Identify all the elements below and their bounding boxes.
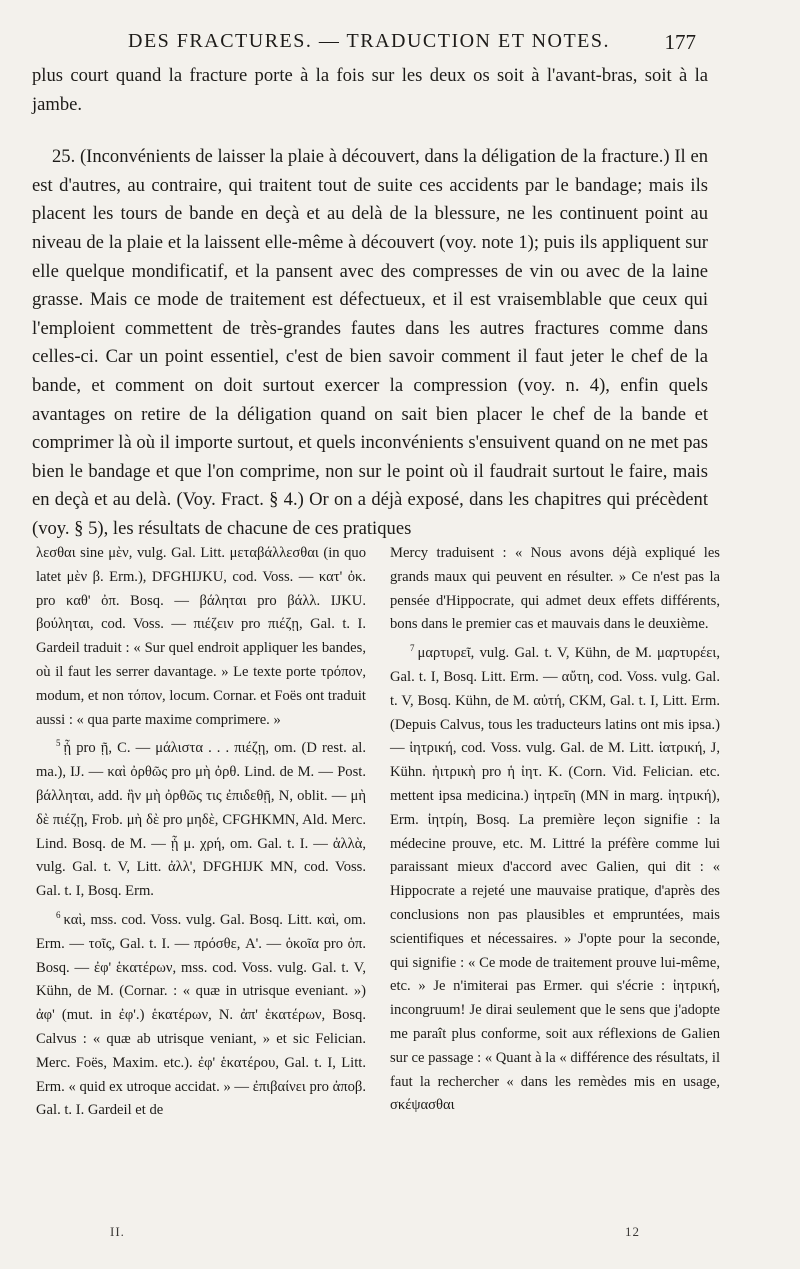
footnotes-right-column (390, 542, 720, 1118)
footnote-marker: 6 (56, 909, 61, 920)
footnote-marker: 5 (56, 738, 61, 749)
footnote-6-continued: Mercy traduisent : « Nous avons déjà expliqué les grands maux qui peuvent en résulter. » Ce n'est pas la pensée d'Hippocrate, qui admet deux effets différents, bons dans le premier cas et mauvais dans le deuxième. (390, 545, 720, 633)
footnote-7: $^7$ μαρτυρεῖ, vulg. Gal. t. V, Kühn, de M. μαρτυρέει, Gal. t. I, Bosq. Litt. Erm. — αὔτη, cod. Voss. vulg. Gal. t. V, Bosq. Kühn, de M. αὐτή, CKM, Gal. t. I, Litt. Erm. (Depuis Calvus, tous les traducteurs latins ont mis ipsa.) — ἰητρική, cod. Voss. vulg. Gal. de M. Litt. ἰατρική, J, Kühn. ἠιτρικὴ pro ἡ ἰητ. K. (Corn. Vid. Felician. etc. mettent ipsa medicina.) ἰητρεῖη (MN in marg. ἰητρική), Erm. ἰητρίη, Bosq. La première leçon signifie : la médecine prouve, etc. M. Littré la préfère comme lui paraissant mieux d'accord avec Galien, qui dit : « Hippocrate a rejeté une mauvaise pratique, d'après des conclusions non pas plausibles et empruntées, mais scientifiques et nécessaires. » J'opte pour la seconde, qui signifie : « Ce mode de traitement prouve lui-même, etc. » Je n'imiterai pas Ermer. qui s'écrie : ἰητρική, incongruum! Je dirai seulement que le sens que j'adopte me paraît plus conforme, soit aux réflexions de Galien sur ce passage : « Quant à la « différence des résultats, il faut la rechercher « dans les remèdes mis en usage, σκέψασθαι (390, 643, 720, 1114)
footnotes-left-column (36, 542, 366, 1123)
signature-line (80, 1224, 700, 1244)
gathering-signature: 12 (625, 1224, 640, 1239)
volume-signature: II. (110, 1224, 125, 1239)
running-title: DES FRACTURES. — TRADUCTION ET NOTES. (128, 30, 611, 52)
main-text (32, 62, 708, 544)
page-number: 177 (664, 30, 696, 54)
footnotes (36, 542, 720, 1202)
footnote-marker: 7 (410, 643, 415, 654)
footnote-6: $^6$ καὶ, mss. cod. Voss. vulg. Gal. Bosq. Litt. καὶ, om. Erm. — τοῖς, Gal. t. I. — πρόσθε, A'. — ὁκοῖα pro ὁπ. Bosq. — ἐφ' ἑκατέρων, mss. cod. Voss. vulg. Gal. t. V, Kühn, de M. (Cornar. : « quæ in utrisque eveniant. ») ἀφ' (mut. in ἐφ'.) ἑκατέρων, N. ἀπ' ἑκατέρων, Bosq. Calvus : « quæ ab utrisque veniant, » et sic Felician. Merc. Foës, Maxim. etc.). ἐφ' ἑκατέρου, Gal. t. I, Litt. Erm. « quid ex utroque accidat. » — ἐπιβαίνει pro ἀποβ. Gal. t. I. Gardeil et de (36, 909, 366, 1119)
footnote-5: $^5$ ᾗ pro ῇ, C. — μάλιστα . . . πιέζῃ, om. (D rest. al. ma.), IJ. — καὶ ὀρθῶς pro μὴ ὀρθ. Lind. de M. — Post. βάλληται, add. ἣν μὴ ὀρθῶς τις ἐπιδεθῇ, N, oblit. — μὴ δὲ πιέζῃ, Frob. μὴ δὲ pro μηδὲ, CFGHKMN, Ald. Merc. Lind. Bosq. de M. — ᾗ μ. χρή, om. Gal. t. I. — ἀλλὰ, vulg. Gal. t. V, Litt. ἀλλ', DFGHIJK MN, cod. Voss. Gal. t. I, Bosq. Erm. (36, 738, 366, 900)
running-head (32, 30, 696, 58)
footnote-continuation: λεσθαι sine μὲν, vulg. Gal. Litt. μεταβάλλεσθαι (in quo latet μὲν β. Erm.), DFGHIJKU, cod. Voss. — κατ' ὀκ. pro καθ' ὀπ. Bosq. — βάληται pro βάλλ. IJKU. βούληται, cod. Voss. — πιέζειν pro πιέζῃ, Gal. t. I. Gardeil traduit : « Sur quel endroit appliquer les bandes, où il faut les serrer davantage. » Le texte porte τρόπον, modum, et non τόπον, locum. Cornar. et Foës ont traduit aussi : « qua parte maxime comprimere. » (36, 545, 366, 728)
paragraph-continuation: plus court quand la fracture porte à la fois sur les deux os soit à l'avant-bras, soit à la jambe. (32, 65, 708, 115)
paragraph-25: 25. (Inconvénients de laisser la plaie à découvert, dans la déligation de la fracture.) Il en est d'autres, au contraire, qui traitent tout de suite ces accidents par le bandage; mais ils placent les tours de bande en deçà et au delà de la blessure, ne les continuent point au niveau de la plaie et la laissent elle-même à découvert (voy. note 1); puis ils appliquent sur elle quelque mondificatif, et la pansent avec des compresses de vin ou avec de la laine grasse. Mais ce mode de traitement est défectueux, et il est vraisemblable que ceux qui l'emploient commettent de très-grandes fautes dans les autres fractures comme dans celles-ci. Car un point essentiel, c'est de bien savoir comment il faut jeter le chef de la bande, et comment on doit surtout exercer la compression (voy. n. 4), enfin quels avantages on retire de la déligation quand on sait bien placer le chef de la bande et comprimer là où il importe surtout, et quels inconvénients s'ensuivent quand on ne met pas bien le bandage et que l'on comprime, non sur le point où il faudrait surtout le faire, mais en deçà et au delà. (Voy. Fract. § 4.) Or on a déjà exposé, dans les chapitres qui précèdent (voy. § 5), les résultats de chacune de ces pratiques (32, 146, 708, 539)
